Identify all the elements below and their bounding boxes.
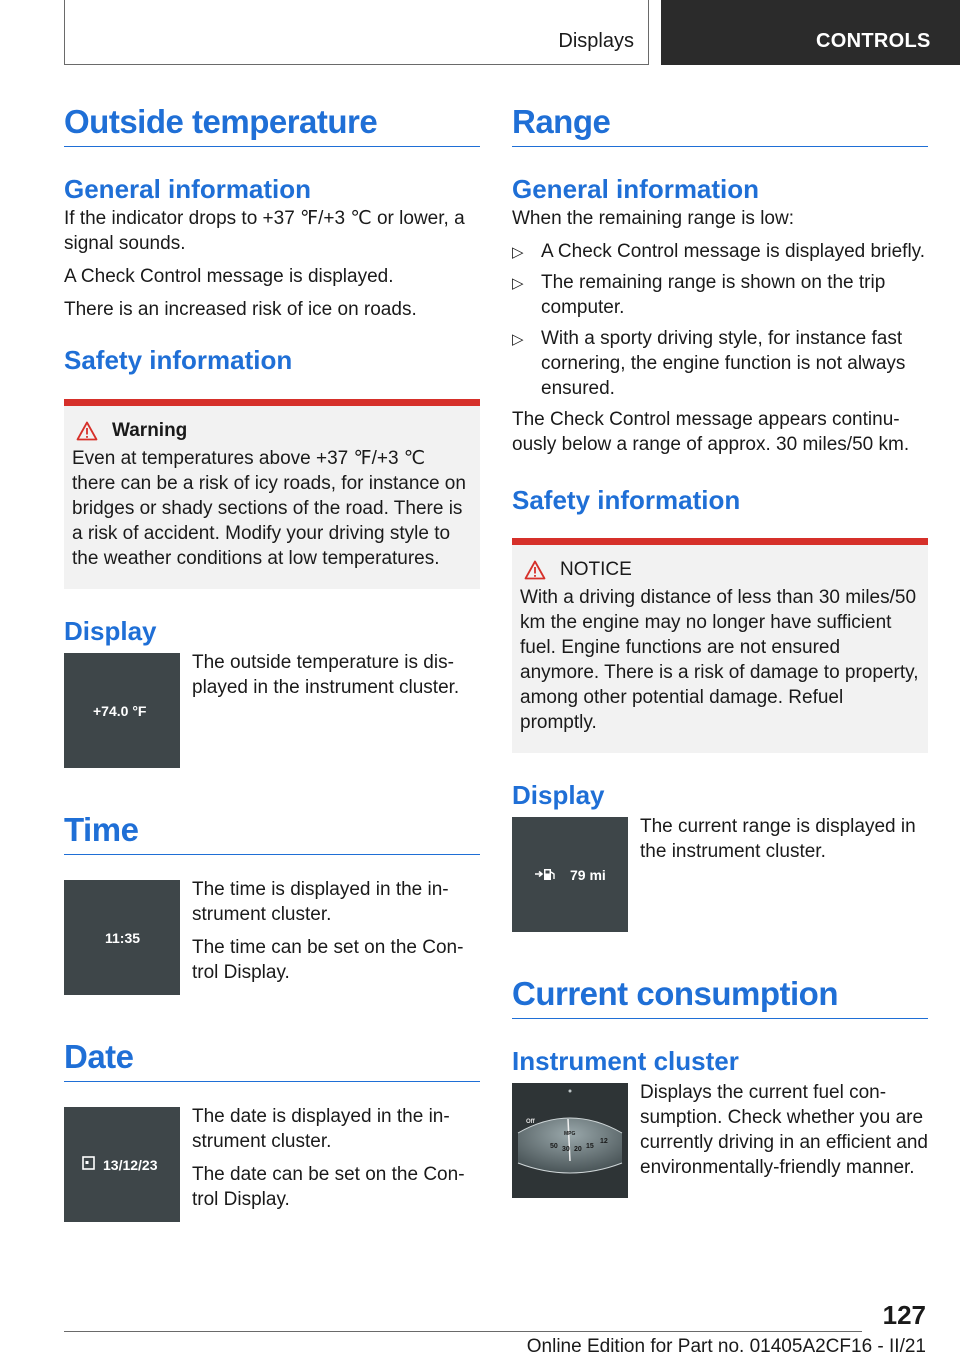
outside-temperature-title: Outside temperature xyxy=(64,100,480,147)
range-safety-heading: Safety information xyxy=(512,485,741,515)
warning-title: Warning xyxy=(112,420,188,441)
gauge-tick-label: 12 xyxy=(600,1138,608,1145)
range-general-heading: General information xyxy=(512,174,760,204)
gauge-tick-label: 50 xyxy=(550,1143,558,1150)
time-display-block xyxy=(64,880,480,995)
consumption-display-block xyxy=(512,1083,928,1198)
notice-box xyxy=(512,538,928,753)
range-display-heading: Display xyxy=(512,780,605,810)
time-value: 11:35 xyxy=(105,930,141,946)
outside-safety-heading: Safety information xyxy=(64,345,293,375)
gauge-tick-label: 15 xyxy=(586,1143,594,1150)
time-text-p2: The time can be set on the Control Display. xyxy=(192,937,464,983)
notice-title-row xyxy=(524,559,920,581)
footer-rule xyxy=(64,1331,862,1332)
consumption-text: Displays the current fuel consumption. Check whether you are currently driving in an efficient and environmentally-friendly manner. xyxy=(640,1082,928,1178)
range-value: 79 mi xyxy=(570,867,606,883)
range-bullet-item xyxy=(512,326,928,401)
range-intro: When the remaining range is low: xyxy=(512,208,794,229)
time-text-group xyxy=(192,877,480,995)
time-display-image xyxy=(64,880,180,995)
outside-general-heading: General information xyxy=(64,174,312,204)
range-bullet-item xyxy=(512,270,928,320)
outside-temperature-display-image xyxy=(64,653,180,768)
range-display-text: The current range is displayed in the instrument cluster. xyxy=(640,816,916,862)
outside-general-p2: A Check Control message is displayed. xyxy=(64,266,394,287)
calendar-icon xyxy=(82,1156,95,1170)
fuel-pump-icon xyxy=(534,868,556,881)
date-text-p2: The date can be set on the Control Display. xyxy=(192,1164,465,1210)
time-text-p1: The time is displayed in the instrument cluster. xyxy=(192,879,449,925)
date-display-image xyxy=(64,1107,180,1222)
instrument-cluster-heading: Instrument cluster xyxy=(512,1046,739,1076)
right-column xyxy=(512,100,928,1198)
range-bullet-list xyxy=(512,239,928,401)
range-display-image xyxy=(512,817,628,932)
outside-display-block xyxy=(64,653,480,768)
outside-temperature-value: +74.0 °F xyxy=(93,703,147,719)
outside-general-p3: There is an increased risk of ice on roads. xyxy=(64,299,417,320)
time-title: Time xyxy=(64,808,480,855)
range-bullet-item xyxy=(512,239,928,264)
consumption-gauge-graphic xyxy=(512,1083,628,1198)
range-after-text: The Check Control message appears continuously below a range of approx. 30 miles/50 km. xyxy=(512,409,910,455)
left-column xyxy=(64,100,480,1222)
date-title: Date xyxy=(64,1035,480,1082)
header-section-box xyxy=(64,0,649,65)
warning-title-row xyxy=(76,420,472,442)
date-text-p1: The date is displayed in the instrument cluster. xyxy=(192,1106,450,1152)
date-value: 13/12/23 xyxy=(103,1157,158,1173)
warning-triangle-icon xyxy=(76,421,98,441)
header-chapter-tab xyxy=(661,0,960,65)
outside-display-text: The outside temperature is displayed in the instrument cluster. xyxy=(192,652,460,698)
current-consumption-title: Current consumption xyxy=(512,972,928,1019)
bullet-triangle-icon: ▷ xyxy=(512,244,524,261)
gauge-side-label: Off xyxy=(526,1119,535,1125)
outside-general-p1: If the indicator drops to +37 ℉/+3 ℃ or lower, a signal sounds. xyxy=(64,208,465,254)
range-bullet-text: The remaining range is shown on the trip computer. xyxy=(541,272,886,318)
header-section-label: Displays xyxy=(558,30,634,52)
outside-display-heading: Display xyxy=(64,616,157,646)
range-bullet-text: With a sporty driving style, for instance fast cornering, the engine function is not always ensured. xyxy=(541,328,906,399)
date-text-group xyxy=(192,1104,480,1222)
gauge-unit-label: MPG xyxy=(564,1131,576,1137)
range-bullet-text: A Check Control message is displayed briefly. xyxy=(541,241,926,262)
range-display-block xyxy=(512,817,928,932)
consumption-gauge-image xyxy=(512,1083,628,1198)
warning-triangle-icon xyxy=(524,560,546,580)
bullet-triangle-icon: ▷ xyxy=(512,331,524,348)
gauge-tick-label: 30 xyxy=(562,1146,570,1153)
page-number: 127 xyxy=(882,1300,926,1330)
warning-text: Even at temperatures above +37 ℉/+3 ℃ there can be a risk of icy roads, for instance on bridges or shady sections of the road. There is a risk of accident. Modify your driving style to the weather conditions at low temperatures. xyxy=(72,448,466,569)
header-chapter-label: CONTROLS xyxy=(816,30,931,52)
notice-title: NOTICE xyxy=(560,559,632,580)
bullet-triangle-icon: ▷ xyxy=(512,275,524,292)
warning-box xyxy=(64,399,480,589)
edition-text: Online Edition for Part no. 01405A2CF16 - II/21 xyxy=(526,1336,926,1357)
gauge-tick-label: 20 xyxy=(574,1146,582,1153)
range-title: Range xyxy=(512,100,928,147)
date-display-block xyxy=(64,1107,480,1222)
notice-text: With a driving distance of less than 30 miles/50 km the engine may no longer have sufficient fuel. Engine functions are not ensured anymore. There is a risk of damage to property, among other potential damage. Refuel promptly. xyxy=(520,587,919,733)
